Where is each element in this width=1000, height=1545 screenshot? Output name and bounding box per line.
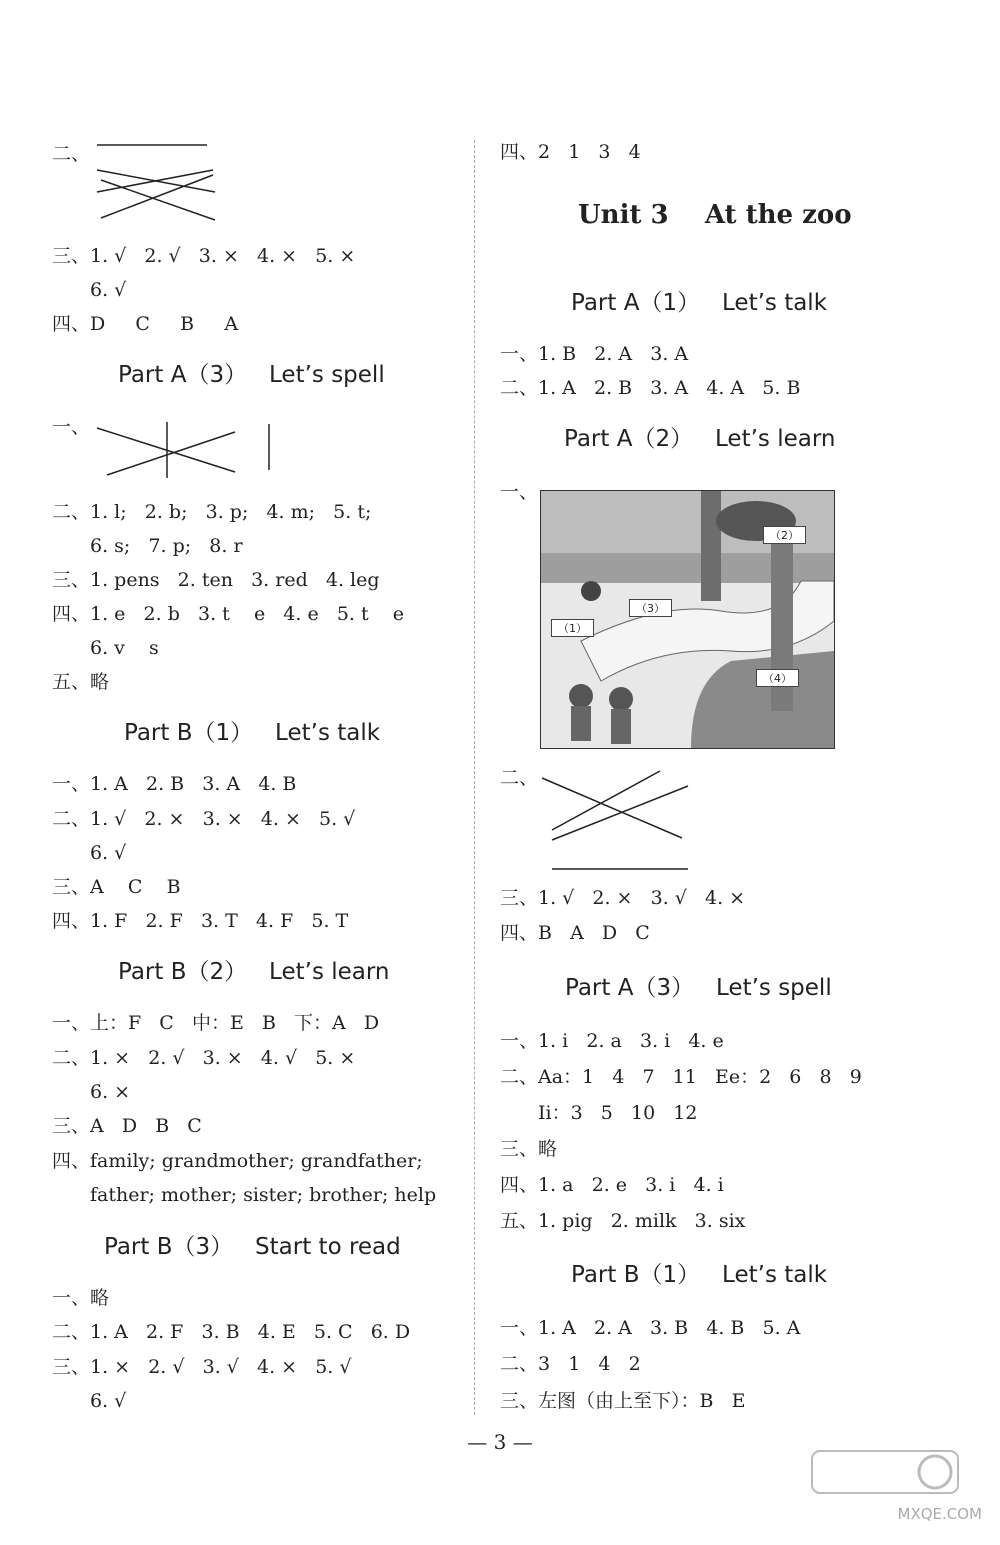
left-q1-label: 一、 xyxy=(52,416,91,438)
image-label-4: （4） xyxy=(756,669,799,687)
left-answer-line: 二、1. A 2. F 3. B 4. E 5. C 6. D xyxy=(52,1321,411,1343)
left-q2-label: 二、 xyxy=(52,143,91,165)
left-answer-line: 三、1. × 2. √ 3. √ 4. × 5. √ xyxy=(52,1356,352,1378)
right-answer-line: 三、1. √ 2. × 3. √ 4. × xyxy=(500,887,746,909)
left-answer-line: 五、略 xyxy=(52,671,110,693)
left-answer-line: 三、A C B xyxy=(52,876,181,898)
left-answer-line: 6. × xyxy=(90,1081,131,1103)
right-answer-line: 二、1. A 2. B 3. A 4. A 5. B xyxy=(500,377,801,399)
left-answer-line: 6. √ xyxy=(90,1390,127,1412)
watermark-logo xyxy=(810,1449,960,1495)
matching-lines-1 xyxy=(95,140,220,225)
left-answer-line: 四、D C B A xyxy=(52,313,239,335)
right-answer-line: 四、2 1 3 4 xyxy=(500,141,641,163)
left-answer-line: 二、1. √ 2. × 3. × 4. × 5. √ xyxy=(52,808,356,830)
left-answer-line: 四、family; grandmother; grandfather; xyxy=(52,1150,423,1172)
image-label-2: （2） xyxy=(763,526,806,544)
section-heading: Part B（1） Let’s talk xyxy=(124,720,381,746)
left-answer-line: 6. v s xyxy=(90,637,159,659)
zoo-illustration xyxy=(540,490,835,749)
left-answer-line: 四、1. e 2. b 3. t e 4. e 5. t e xyxy=(52,603,405,625)
section-heading: Part B（3） Start to read xyxy=(104,1234,401,1260)
section-heading: Part A（1） Let’s talk xyxy=(571,290,828,316)
left-answer-line: 一、略 xyxy=(52,1287,110,1309)
left-answer-line: 二、1. × 2. √ 3. × 4. √ 5. × xyxy=(52,1047,356,1069)
right-answer-line: 一、1. A 2. A 3. B 4. B 5. A xyxy=(500,1317,801,1339)
right-answer-line: 二、Aa：1 4 7 11 Ee：2 6 8 9 xyxy=(500,1066,862,1088)
matching-lines-3 xyxy=(540,768,695,873)
left-answer-line: 6. √ xyxy=(90,279,127,301)
left-answer-line: 二、1. l; 2. b; 3. p; 4. m; 5. t; xyxy=(52,501,372,523)
right-answer-line: 三、左图（由上至下）：B E xyxy=(500,1390,746,1412)
left-answer-line: 一、上：F C 中：E B 下：A D xyxy=(52,1012,380,1034)
right-answer-line: 二、3 1 4 2 xyxy=(500,1353,641,1375)
unit-title: Unit 3 At the zoo xyxy=(578,200,852,230)
page-number: — 3 — xyxy=(467,1430,533,1454)
watermark-url: MXQE.COM xyxy=(897,1505,982,1523)
section-heading: Part B（2） Let’s learn xyxy=(118,959,390,985)
left-answer-line: 三、1. pens 2. ten 3. red 4. leg xyxy=(52,569,380,591)
right-answer-line: 五、1. pig 2. milk 3. six xyxy=(500,1210,746,1232)
right-answer-line: 四、B A D C xyxy=(500,922,650,944)
left-answer-line: 三、A D B C xyxy=(52,1115,202,1137)
section-heading: Part A（3） Let’s spell xyxy=(565,975,832,1001)
right-q1-label: 一、 xyxy=(500,481,539,503)
section-heading: Part B（1） Let’s talk xyxy=(571,1262,828,1288)
right-answer-line: 四、1. a 2. e 3. i 4. i xyxy=(500,1174,724,1196)
right-answer-line: 一、1. B 2. A 3. A xyxy=(500,343,689,365)
left-answer-line: 三、1. √ 2. √ 3. × 4. × 5. × xyxy=(52,245,356,267)
right-answer-line: 一、1. i 2. a 3. i 4. e xyxy=(500,1030,724,1052)
image-label-3: （3） xyxy=(629,599,672,617)
section-heading: Part A（3） Let’s spell xyxy=(118,362,385,388)
section-heading: Part A（2） Let’s learn xyxy=(564,426,836,452)
left-answer-line: father; mother; sister; brother; help xyxy=(90,1184,437,1206)
right-answer-line: Ii：3 5 10 12 xyxy=(538,1102,698,1124)
right-q2-label: 二、 xyxy=(500,767,539,789)
left-answer-line: 一、1. A 2. B 3. A 4. B xyxy=(52,773,297,795)
image-label-1: （1） xyxy=(551,619,594,637)
left-answer-line: 6. s; 7. p; 8. r xyxy=(90,535,243,557)
matching-lines-2 xyxy=(95,420,280,480)
column-divider xyxy=(474,140,475,1415)
right-answer-line: 三、略 xyxy=(500,1138,558,1160)
left-answer-line: 四、1. F 2. F 3. T 4. F 5. T xyxy=(52,910,349,932)
left-answer-line: 6. √ xyxy=(90,842,127,864)
